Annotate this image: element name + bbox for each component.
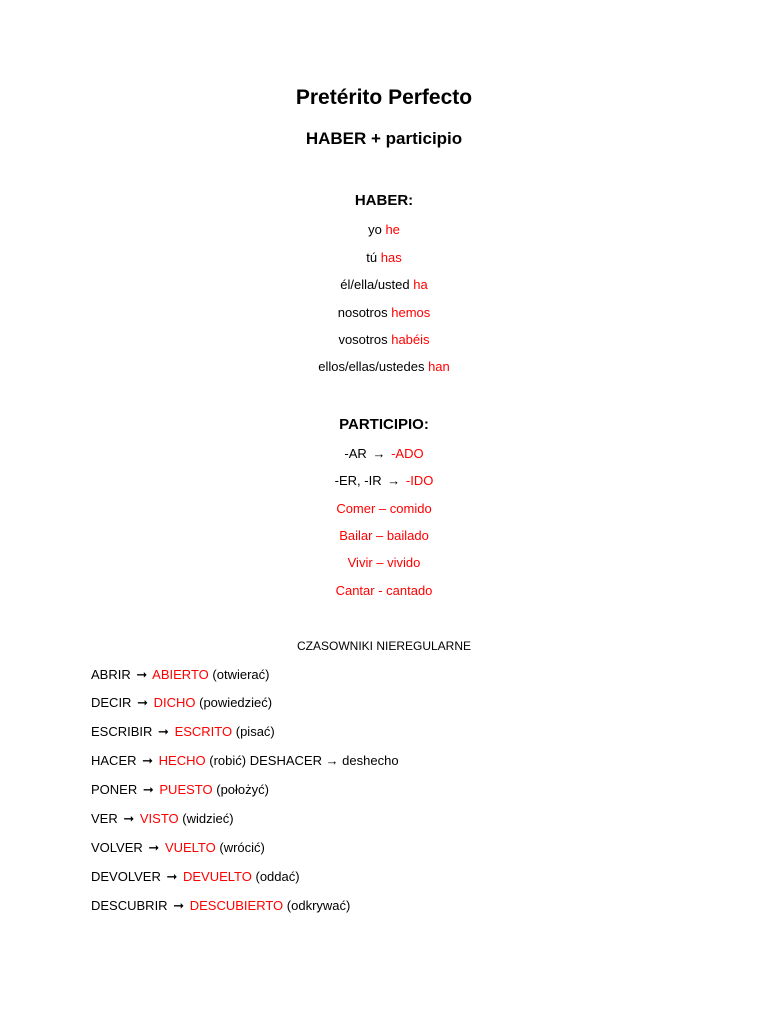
haber-form: ha: [413, 277, 428, 292]
translation: (odkrywać): [286, 898, 351, 913]
irregular-item: [91, 752, 399, 770]
infinitive: DECIR: [91, 695, 132, 710]
infinitive: VOLVER: [91, 840, 143, 855]
infinitive: HACER: [91, 753, 137, 768]
participio-example: Vivir – vivido: [347, 555, 421, 570]
irregular-item: [91, 897, 350, 915]
haber-pronoun: tú: [366, 250, 378, 265]
participle: DEVUELTO: [183, 869, 252, 884]
irregular-item: [91, 868, 300, 886]
participle: ABIERTO: [152, 667, 209, 682]
irregular-item: [91, 839, 265, 857]
participio-example: Cantar - cantado: [335, 583, 433, 598]
participio-rule: [0, 472, 768, 490]
translation: (robić): [209, 753, 247, 768]
arrow-right-icon: ➞: [123, 811, 135, 826]
haber-form: he: [385, 222, 400, 237]
arrow-right-icon: ➞: [137, 695, 148, 710]
infinitive: ESCRIBIR: [91, 724, 153, 739]
rule-from: -ER, -IR: [334, 473, 382, 488]
participio-rule: [0, 445, 768, 463]
haber-pronoun: ellos/ellas/ustedes: [318, 359, 425, 374]
page-subtitle: HABER + participio: [305, 129, 463, 148]
extra-note: DESHACER → deshecho: [249, 753, 399, 768]
haber-row: [0, 331, 768, 349]
participio-example: Bailar – bailado: [339, 528, 429, 543]
translation: (pisać): [235, 724, 275, 739]
participio-example: Comer – comido: [336, 501, 432, 516]
translation: (wrócić): [219, 840, 265, 855]
arrow-right-icon: ➞: [166, 869, 178, 884]
arrow-right-icon: ➞: [142, 782, 154, 797]
irregular-item: [91, 666, 269, 684]
rule-from: -AR: [344, 446, 367, 461]
haber-form: habéis: [391, 332, 430, 347]
haber-pronoun: vosotros: [338, 332, 388, 347]
infinitive: DEVOLVER: [91, 869, 161, 884]
arrow-right-icon: →: [372, 446, 386, 461]
rule-to: -ADO: [391, 446, 424, 461]
infinitive: ABRIR: [91, 667, 131, 682]
participle: VISTO: [139, 811, 179, 826]
haber-row: [0, 304, 768, 322]
rule-to: -IDO: [405, 473, 434, 488]
translation: (oddać): [255, 869, 300, 884]
participle: HECHO: [158, 753, 206, 768]
haber-row: [0, 221, 768, 239]
translation: (otwierać): [212, 667, 270, 682]
haber-pronoun: yo: [368, 222, 382, 237]
arrow-right-icon: →: [387, 473, 401, 488]
arrow-right-icon: ➞: [173, 898, 185, 913]
participle: DESCUBIERTO: [189, 898, 284, 913]
arrow-right-icon: ➞: [148, 840, 160, 855]
haber-pronoun: nosotros: [337, 305, 388, 320]
translation: (położyć): [216, 782, 269, 797]
haber-pronoun: él/ella/usted: [340, 277, 410, 292]
haber-row: [0, 249, 768, 267]
arrow-right-icon: ➞: [136, 667, 148, 682]
haber-form: han: [428, 359, 450, 374]
participle: PUESTO: [159, 782, 213, 797]
infinitive: VER: [91, 811, 118, 826]
participle: DICHO: [153, 695, 196, 710]
irregular-item: [91, 723, 275, 741]
infinitive: PONER: [91, 782, 138, 797]
participle: ESCRITO: [174, 724, 233, 739]
irregular-item: [91, 781, 269, 799]
participle: VUELTO: [164, 840, 216, 855]
haber-row: [0, 358, 768, 376]
haber-row: [0, 276, 768, 294]
haber-heading: HABER:: [354, 192, 414, 209]
haber-form: hemos: [391, 305, 431, 320]
haber-form: has: [380, 250, 402, 265]
translation: (widzieć): [182, 811, 234, 826]
participio-heading: PARTICIPIO:: [339, 416, 429, 433]
arrow-right-icon: ➞: [142, 753, 154, 768]
page-title: Pretérito Perfecto: [295, 86, 473, 109]
irregular-item: [91, 810, 234, 828]
irregular-heading: CZASOWNIKI NIEREGULARNE: [296, 639, 472, 653]
arrow-right-icon: ➞: [158, 724, 169, 739]
irregular-item: [91, 694, 272, 712]
infinitive: DESCUBRIR: [91, 898, 168, 913]
translation: (powiedzieć): [199, 695, 273, 710]
